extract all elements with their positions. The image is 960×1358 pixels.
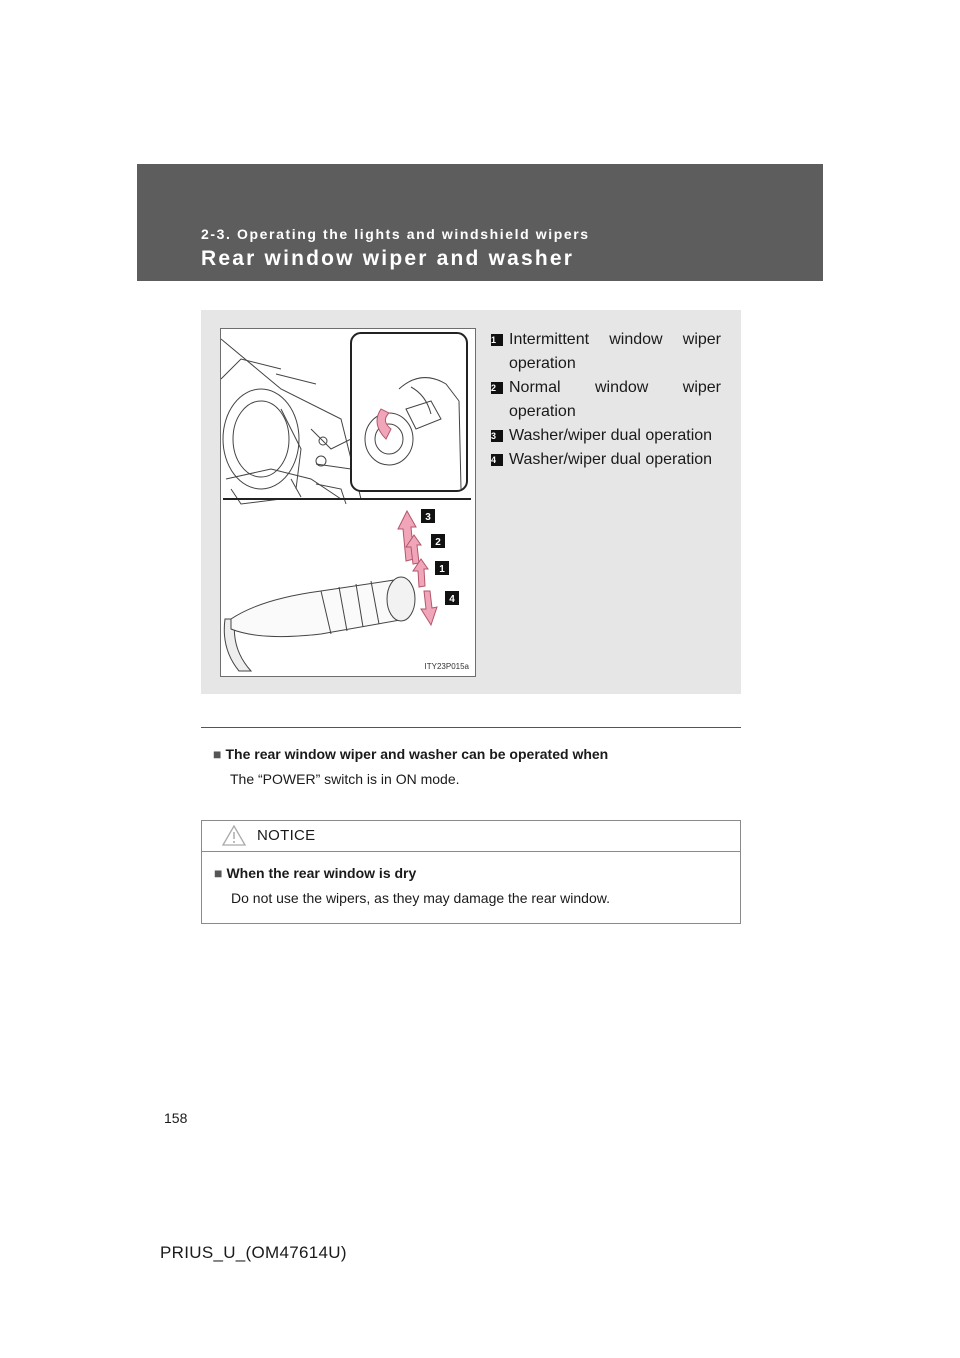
notice-heading-text: When the rear window is dry xyxy=(226,865,417,881)
section-divider xyxy=(201,727,741,728)
info-heading xyxy=(213,746,608,762)
wiper-illustration-svg xyxy=(221,329,475,676)
callout-1 xyxy=(435,561,449,575)
page-number: 158 xyxy=(164,1110,188,1126)
notice-title: NOTICE xyxy=(257,827,316,844)
page-title: Rear window wiper and washer xyxy=(201,247,575,270)
square-bullet-icon: ■ xyxy=(214,865,223,881)
wiper-switch-illustration xyxy=(220,328,476,677)
svg-text:3: 3 xyxy=(425,512,431,523)
figure-legend xyxy=(491,328,721,472)
number-badge: 2 xyxy=(491,382,503,394)
notice-body: Do not use the wipers, as they may damage the rear window. xyxy=(231,890,610,906)
square-bullet-icon: ■ xyxy=(213,746,222,762)
svg-text:1: 1 xyxy=(439,564,445,575)
notice-header xyxy=(202,821,740,852)
number-badge: 3 xyxy=(491,430,503,442)
legend-item xyxy=(491,448,721,472)
notice-heading xyxy=(214,865,416,881)
figure-panel xyxy=(201,310,741,694)
legend-text: Normal window wiper operation xyxy=(509,379,721,420)
info-body: The “POWER” switch is in ON mode. xyxy=(230,771,460,787)
callout-4 xyxy=(445,591,459,605)
header-band xyxy=(137,164,823,281)
number-badge: 1 xyxy=(491,334,503,346)
document-code: PRIUS_U_(OM47614U) xyxy=(160,1243,347,1262)
legend-text: Washer/wiper dual operation xyxy=(509,427,713,444)
callout-3 xyxy=(421,509,435,523)
legend-item xyxy=(491,328,721,376)
notice-box xyxy=(201,820,741,924)
figure-code: ITY23P015a xyxy=(424,662,469,671)
legend-text: Intermittent window wiper operation xyxy=(509,331,721,372)
warning-triangle-icon xyxy=(222,825,246,846)
info-heading-text: The rear window wiper and washer can be operated when xyxy=(225,746,609,762)
legend-text: Washer/wiper dual operation xyxy=(509,451,713,468)
number-badge: 4 xyxy=(491,454,503,466)
svg-text:4: 4 xyxy=(449,594,455,605)
svg-text:2: 2 xyxy=(435,537,441,548)
legend-item xyxy=(491,424,721,448)
callout-2 xyxy=(431,534,445,548)
legend-item xyxy=(491,376,721,424)
section-label: 2-3. Operating the lights and windshield wipers xyxy=(201,226,590,242)
